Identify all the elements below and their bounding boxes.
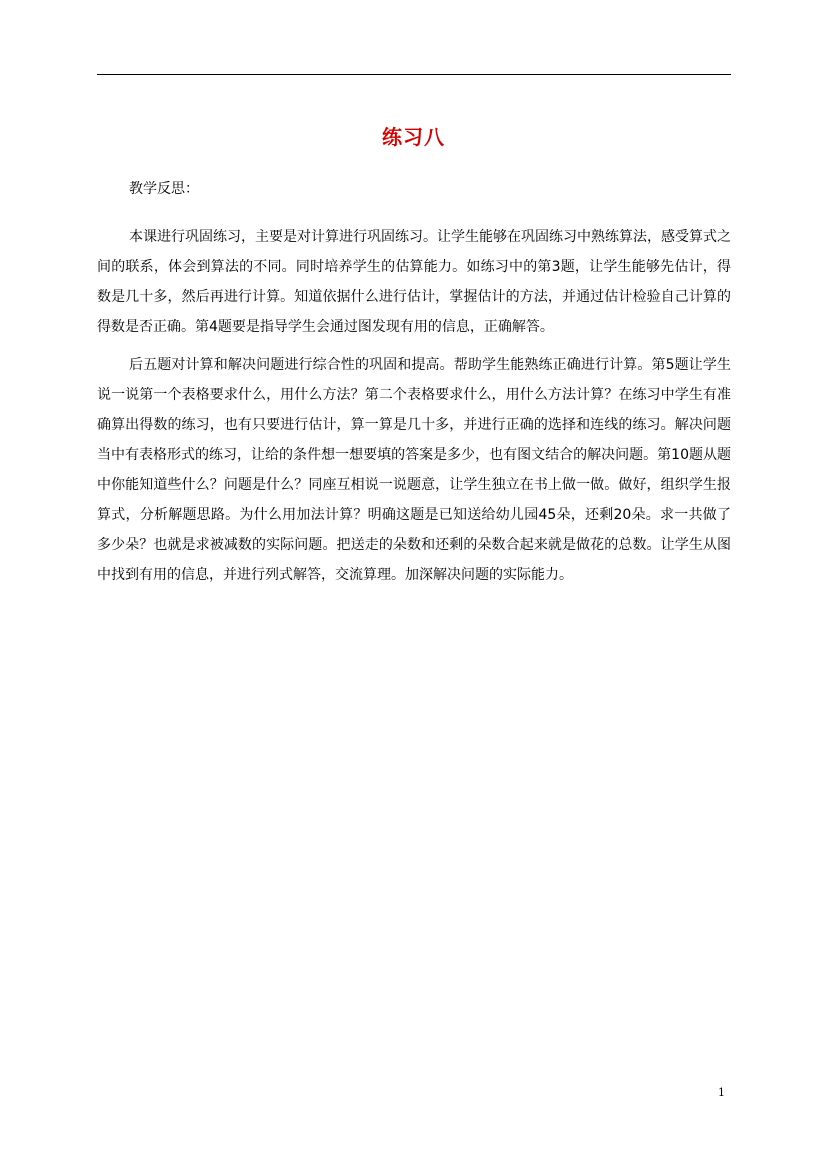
document-title: 练习八 bbox=[382, 125, 445, 149]
section-label: 教学反思： bbox=[129, 181, 199, 197]
header-rule bbox=[97, 74, 731, 75]
paragraph-2: 后五题对计算和解决问题进行综合性的巩固和提高。帮助学生能熟练正确进行计算。第5题让学生说一说第一个表格要求什么，用什么方法？第二个表格要求什么，用什么方法计算？在练习中学生有准确算出得数的练习，也有只要进行估计，算一算是几十多，并进行正确的选择和连线的练习。解决问题当中有表格形式的练习，让给的条件想一想要填的答案是多少，也有图文结合的解决问题。第10题从题中你能知道些什么？问题是什么？同座互相说一说题意，让学生独立在书上做一做。做好，组织学生报算式，分析解题思路。为什么用加法计算？明确这题是已知送给幼儿园45朵，还剩20朵。求一共做了多少朵？也就是求被减数的实际问题。把送走的朵数和还剩的朵数合起来就是做花的总数。让学生从图中找到有用的信息，并进行列式解答，交流算理。加深解决问题的实际能力。 bbox=[97, 357, 731, 583]
page-number: 1 bbox=[718, 1086, 725, 1099]
paragraph-1: 本课进行巩固练习，主要是对计算进行巩固练习。让学生能够在巩固练习中熟练算法，感受算式之间的联系，体会到算法的不同。同时培养学生的估算能力。如练习中的第3题，让学生能够先估计，得数是几十多，然后再进行计算。知道依据什么进行估计，掌握估计的方法，并通过估计检验自己计算的得数是否正确。第4题要是指导学生会通过图发现有用的信息，正确解答。 bbox=[97, 229, 731, 335]
body-text bbox=[97, 222, 731, 598]
